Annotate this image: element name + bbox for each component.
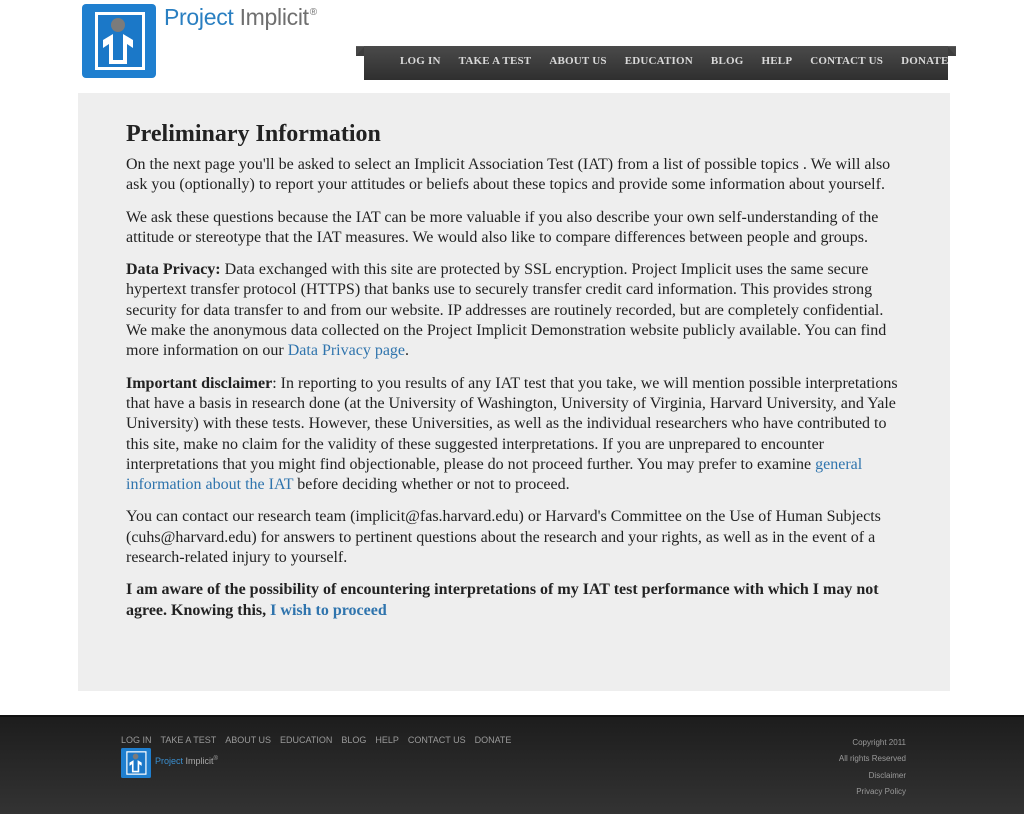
- registered-mark: ®: [309, 7, 317, 18]
- footer-nav-contact-us[interactable]: CONTACT US: [407, 735, 466, 745]
- nav-take-a-test[interactable]: TAKE A TEST: [458, 55, 532, 67]
- footer-nav-help[interactable]: HELP: [375, 735, 399, 745]
- footer-brand-name: [155, 756, 218, 766]
- footer-registered-mark: ®: [213, 756, 218, 762]
- footer-disclaimer-link[interactable]: Disclaimer: [868, 770, 906, 780]
- preliminary-info-panel: [78, 93, 950, 691]
- main-nav: [364, 46, 948, 80]
- disclaimer-text: : In reporting to you results of any IAT test that you take, we will mention possible interpretations that have a basis in research done (at the University of Washington, University of Virginia, Harvard University, and Yale University) with these tests. However, these Universities, as well as the individual researchers who have contributed to this site, make no claim for the validity of these suggested interpretations. If you are unprepared to encounter interpretations that you might find objectionable, please do not proceed further. You may prefer to examine: [126, 374, 898, 473]
- contact-paragraph: You can contact our research team (implicit@fas.harvard.edu) or Harvard's Committee on the Use of Human Subjects (cuhs@harvard.edu) for answers to pertinent questions about the research and your rights, as well as in the event of a research-related injury to yourself.: [126, 508, 881, 567]
- disclaimer-end: before deciding whether or not to proceed.: [293, 476, 570, 494]
- footer-nav-blog[interactable]: BLOG: [341, 735, 367, 745]
- consent-text: I am aware of the possibility of encountering interpretations of my IAT test performance with which I may not agree. Knowing this,: [126, 581, 879, 619]
- footer-nav-log-in[interactable]: LOG IN: [121, 735, 152, 745]
- brand-word-project: Project: [164, 4, 234, 30]
- nav-blog[interactable]: BLOG: [710, 55, 744, 67]
- footer-nav-donate[interactable]: DONATE: [474, 735, 512, 745]
- data-privacy-end: .: [405, 342, 410, 360]
- footer-logo-icon[interactable]: [121, 748, 151, 778]
- nav-log-in[interactable]: LOG IN: [400, 55, 441, 67]
- consent-paragraph: [126, 580, 902, 621]
- intro-paragraph: On the next page you'll be asked to select an Implicit Association Test (IAT) from a list of possible topics . We will also ask you (optionally) to report your attitudes or beliefs about these topics and provide some information about yourself.: [126, 156, 891, 194]
- proceed-link[interactable]: I wish to proceed: [270, 601, 387, 619]
- footer-brand-word-project: Project: [155, 756, 184, 766]
- footer-nav: [121, 735, 511, 745]
- data-privacy-link[interactable]: Data Privacy page: [287, 342, 406, 360]
- page-title: Preliminary Information: [126, 121, 381, 147]
- data-privacy-text: Data exchanged with this site are protected by SSL encryption. Project Implicit uses the same secure hypertext transfer protocol (HTTPS) that banks use to securely transfer credit card information. This provides strong security for data transfer to and from our website. IP addresses are routinely recorded, but are completely confidential. We make the anonymous data collected on the Project Implicit Demonstration website publicly available. You can find more information on our: [126, 261, 887, 360]
- footer-brand-word-implicit: Implicit: [185, 756, 214, 766]
- rights-text: All rights Reserved: [838, 754, 906, 764]
- copyright-text: Copyright 2011: [852, 738, 906, 747]
- nav-contact-us[interactable]: CONTACT US: [810, 55, 884, 67]
- main-nav-bar: [356, 46, 956, 80]
- nav-donate[interactable]: DONATE: [901, 55, 949, 67]
- footer: [0, 715, 1024, 814]
- footer-privacy-policy-link[interactable]: Privacy Policy: [856, 786, 906, 796]
- brand-name[interactable]: [164, 4, 317, 31]
- reason-paragraph: We ask these questions because the IAT can be more valuable if you also describe your own self-understanding of the attitude or stereotype that the IAT measures. We would also like to compare differences between people and groups.: [126, 208, 879, 246]
- data-privacy-paragraph: [126, 260, 902, 361]
- data-privacy-label: Data Privacy:: [126, 261, 221, 279]
- nav-about-us[interactable]: ABOUT US: [549, 55, 607, 67]
- nav-help[interactable]: HELP: [761, 55, 793, 67]
- footer-nav-education[interactable]: EDUCATION: [280, 735, 333, 745]
- disclaimer-paragraph: [126, 374, 902, 496]
- footer-legal: [839, 735, 906, 800]
- footer-nav-about-us[interactable]: ABOUT US: [225, 735, 272, 745]
- project-implicit-logo-icon[interactable]: [82, 4, 156, 78]
- disclaimer-label: Important disclaimer: [126, 374, 273, 392]
- footer-nav-take-a-test[interactable]: TAKE A TEST: [160, 735, 217, 745]
- brand-word-implicit: Implicit: [239, 4, 309, 30]
- nav-education[interactable]: EDUCATION: [624, 55, 693, 67]
- iat-general-info-link[interactable]: general information about the IAT: [126, 455, 863, 494]
